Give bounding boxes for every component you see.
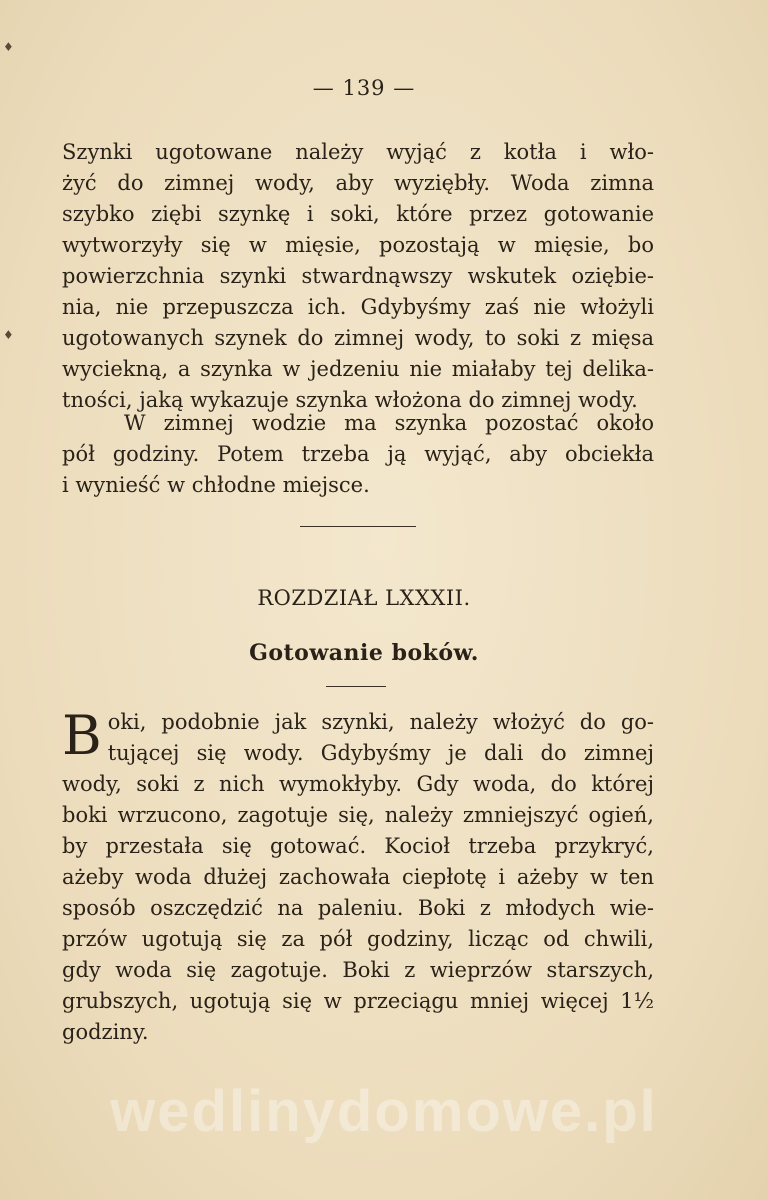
text-line: tności, jaką wykazuje szynka włożona do zimnej wody.: [62, 388, 638, 412]
watermark: wedlinydomowe.pl: [110, 1079, 658, 1144]
margin-mark: ♦: [3, 328, 14, 342]
text-line: boki wrzucono, zagotuje się, należy zmniejszyć ogień,: [62, 803, 654, 827]
section-title: Gotowanie boków.: [249, 640, 479, 666]
text-line: szybko ziębi szynkę i soki, które przez gotowanie: [62, 202, 654, 226]
text-line: tującej się wody. Gdybyśmy je dali do zimnej: [107, 741, 654, 765]
text-line: sposób oszczędzić na paleniu. Boki z młodych wie-: [62, 896, 654, 920]
text-line: wody, soki z nich wymokłyby. Gdy woda, do której: [62, 772, 654, 796]
text-line: przów ugotują się za pół godziny, licząc od chwili,: [62, 927, 654, 951]
text-line: i wynieść w chłodne miejsce.: [62, 473, 370, 497]
margin-mark: ♦: [3, 40, 14, 54]
text-line: grubszych, ugotują się w przeciągu mniej więcej 1½: [62, 989, 654, 1013]
paragraph-1: [62, 137, 654, 416]
text-line: godziny.: [62, 1020, 149, 1044]
text-line: gdy woda się zagotuje. Boki z wieprzów starszych,: [62, 958, 654, 982]
text-line: ugotowanych szynek do zimnej wody, to soki z mięsa: [62, 326, 654, 350]
text-line: by przestała się gotować. Kocioł trzeba przykryć,: [62, 834, 654, 858]
page-number: — 139 —: [312, 76, 416, 100]
text-line: oki, podobnie jak szynki, należy włożyć do go-: [107, 710, 654, 734]
text-line: nia, nie przepuszcza ich. Gdybyśmy zaś nie włożyli: [62, 295, 654, 319]
text-line: wytworzyły się w mięsie, pozostają w mięsie, bo: [62, 233, 654, 257]
text-line: żyć do zimnej wody, aby wyziębły. Woda zimna: [62, 171, 654, 195]
text-line: ażeby woda dłużej zachowała ciepłotę i ażeby w ten: [62, 865, 654, 889]
drop-cap: B: [62, 704, 102, 767]
paragraph-3: [62, 704, 654, 1048]
section-divider: [300, 526, 416, 527]
text-line: powierzchnia szynki stwardnąwszy wskutek oziębie-: [62, 264, 654, 288]
text-line: Szynki ugotowane należy wyjąć z kotła i wło-: [62, 140, 654, 164]
chapter-title: ROZDZIAŁ LXXXII.: [257, 586, 471, 610]
paragraph-2: [62, 408, 654, 501]
text-line: W zimnej wodzie ma szynka pozostać około: [124, 411, 654, 435]
text-line: pół godziny. Potem trzeba ją wyjąć, aby obciekła: [62, 442, 654, 466]
title-divider: [326, 686, 386, 687]
text-line: wyciekną, a szynka w jedzeniu nie miałaby tej delika-: [62, 357, 654, 381]
